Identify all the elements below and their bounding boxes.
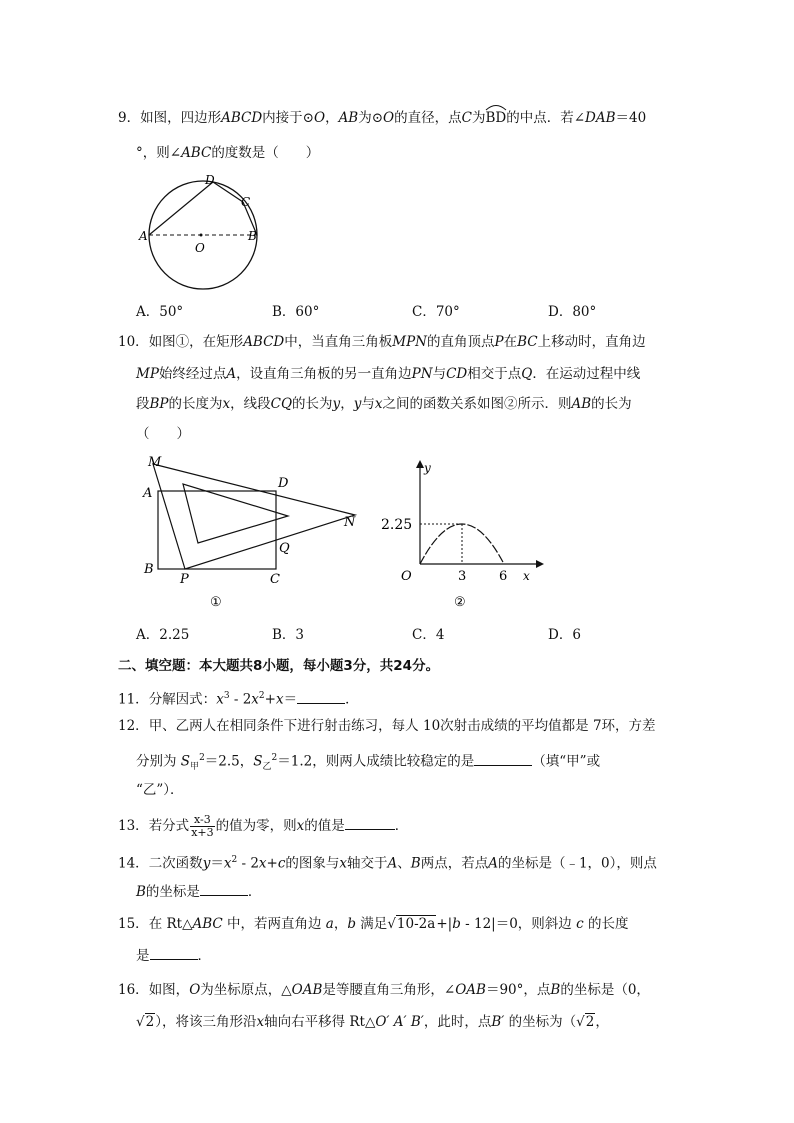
- q14-line1: 14．二次函数$y=x^2 - 2x+c$的图象与x轴交于A、B两点，若点A的坐标是（﹣1，0），则点: [118, 855, 657, 872]
- svg-text:B: B: [144, 562, 154, 577]
- q9-circle-figure: [135, 172, 270, 292]
- q15-line2: 是 ．: [136, 948, 211, 964]
- q9-line1: 9．如图，四边形ABCD内接于⊙O，AB为⊙O的直径，点C为 BD的中点．若∠DAB＝40: [118, 108, 646, 128]
- arc-icon: [485, 103, 507, 111]
- q10-line4: （ ）: [136, 426, 190, 442]
- svg-text:P: P: [180, 572, 189, 587]
- q10-figure-2: [378, 456, 548, 616]
- q9-option-a[interactable]: A．50°: [136, 304, 184, 320]
- svg-text:2.25: 2.25: [381, 517, 413, 533]
- svg-text:C: C: [241, 195, 251, 209]
- q11-answer-blank[interactable]: [297, 691, 345, 704]
- q10-line2: MP始终经过点A，设直角三角板的另一直角边PN与CD相交于点Q．在运动过程中线: [136, 366, 641, 382]
- q15-sqrt: √10-2a: [387, 916, 436, 932]
- svg-text:y: y: [424, 461, 431, 475]
- q13-fraction: $\frac{x-3}{x+3}$: [191, 813, 214, 839]
- svg-text:①: ①: [210, 595, 222, 610]
- svg-text:D: D: [278, 476, 289, 491]
- q9-line2: °，则∠ABC的度数是（ ）: [136, 145, 320, 161]
- svg-text:O: O: [401, 569, 412, 584]
- q10-option-b[interactable]: B．3: [272, 627, 305, 643]
- q14-line2: B的坐标是 ．: [136, 884, 262, 900]
- svg-text:N: N: [344, 515, 356, 530]
- q10-option-d[interactable]: D．6: [548, 627, 581, 643]
- q12-line3: “乙”）．: [136, 782, 184, 798]
- q15-answer-blank[interactable]: [150, 947, 198, 960]
- svg-text:3: 3: [458, 569, 467, 584]
- q16-line1: 16．如图，O为坐标原点，△OAB是等腰直角三角形，∠OAB＝90°，点B的坐标是（0，: [118, 982, 650, 998]
- svg-text:A: A: [143, 486, 153, 501]
- svg-text:B: B: [248, 229, 257, 243]
- q16-sqrt-2: √2: [576, 1014, 595, 1030]
- arc-bd: BD: [485, 108, 506, 128]
- svg-text:A: A: [139, 229, 148, 243]
- svg-text:②: ②: [454, 595, 466, 610]
- svg-text:D: D: [205, 173, 215, 187]
- svg-text:Q: Q: [279, 541, 290, 556]
- q10-option-c[interactable]: C．4: [412, 627, 445, 643]
- svg-text:M: M: [148, 455, 162, 470]
- q13-answer-blank[interactable]: [345, 817, 395, 830]
- q10-option-a[interactable]: A．2.25: [136, 627, 190, 643]
- q16-line2: √2），将该三角形沿x轴向右平移得 Rt△O′ A′ B′，此时，点B′ 的坐标为（√2，: [136, 1014, 609, 1030]
- q12-answer-blank[interactable]: [474, 753, 532, 766]
- q15-line1: 15．在 Rt△ABC 中，若两直角边 a，b 满足√10-2a+|b - 12|＝0，则斜边 c 的长度: [118, 916, 629, 932]
- svg-text:x: x: [523, 569, 530, 583]
- q10-figure-1: [140, 450, 370, 610]
- q14-answer-blank[interactable]: [200, 883, 248, 896]
- q13: 13．若分式 $\frac{x-3}{x+3}$ 的值为零，则x的值是 ．: [118, 813, 409, 839]
- q11: 11．分解因式：$x^3 - 2x^2+x=$ ．: [118, 691, 359, 708]
- q9-option-b[interactable]: B．60°: [272, 304, 320, 320]
- q9-option-c[interactable]: C．70°: [412, 304, 460, 320]
- svg-text:C: C: [270, 572, 280, 587]
- q10-line3: 段BP的长度为x，线段CQ的长为y，y与x之间的函数关系如图②所示．则AB的长为: [136, 396, 632, 412]
- q9-option-d[interactable]: D．80°: [548, 304, 597, 320]
- section-2-heading: 二、填空题：本大题共8小题，每小题3分，共24分。: [118, 658, 440, 674]
- q12-line1: 12．甲、乙两人在相同条件下进行射击练习，每人 10次射击成绩的平均值都是 7环，方差: [118, 718, 656, 734]
- q12-line2: 分别为 $S_甲^2=2.5$，$S_乙^2=1.2$，则两人成绩比较稳定的是 （填“甲”或: [136, 753, 601, 773]
- svg-text:O: O: [195, 241, 205, 255]
- q10-line1: 10．如图①，在矩形ABCD中，当直角三角板MPN的直角顶点P在BC上移动时，直角边: [118, 334, 646, 350]
- q16-sqrt-1: √2: [136, 1014, 155, 1030]
- svg-text:6: 6: [499, 569, 508, 584]
